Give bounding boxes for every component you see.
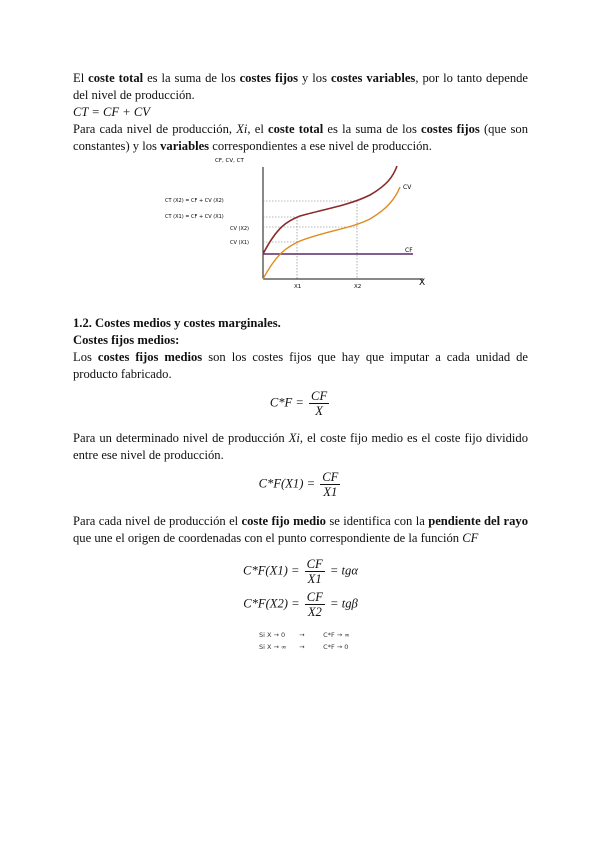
- math-var: Xi: [236, 122, 248, 136]
- numerator: CF: [306, 557, 323, 571]
- equation-cf-medio: [73, 389, 528, 418]
- denominator: X2: [307, 605, 322, 619]
- bold-text: costes fijos medios: [97, 350, 203, 364]
- equation-tg-beta: [73, 590, 528, 619]
- equation-tg-alpha: [73, 557, 528, 586]
- bold-text: costes fijos: [421, 122, 480, 136]
- numerator: CF: [311, 389, 328, 403]
- math-var: CF: [462, 531, 479, 545]
- limit-row: [259, 629, 528, 641]
- tick-x1: X1: [294, 284, 302, 290]
- paragraph-coste-total: [73, 70, 528, 104]
- paragraph-costes-fijos-medios: [73, 349, 528, 383]
- y-axis-label: CF, CV, CT: [215, 158, 244, 164]
- section-subheading: Costes fijos medios:: [73, 333, 180, 347]
- fraction: [320, 470, 340, 499]
- cost-graph: [165, 157, 435, 297]
- paragraph-pendiente: [73, 513, 528, 547]
- text: Los: [73, 350, 98, 364]
- tick-ct-x2: CT (X2) = CF + CV (X2): [165, 198, 224, 204]
- text: se identifica con la: [325, 514, 429, 528]
- numerator: CF: [322, 470, 339, 484]
- formula-ct: CT = CF + CV: [73, 105, 150, 119]
- text: son los costes fijos que hay que imputar a cada unidad de producto fabricado.: [73, 350, 528, 381]
- math-var: Xi: [288, 431, 300, 445]
- bold-text: pendiente del rayo: [428, 514, 529, 528]
- numerator: CF: [306, 590, 323, 604]
- limit-condition: Si X → ∞: [259, 643, 287, 651]
- text: Para cada nivel de producción el: [73, 514, 242, 528]
- text: que une el origen de coordenadas con el punto correspondiente de la función: [73, 531, 463, 545]
- text: es la suma de los: [143, 71, 240, 85]
- limits-block: [259, 629, 528, 653]
- eq-lhs: C*F(X2) =: [243, 596, 300, 611]
- eq-rhs: = tgα: [329, 563, 358, 578]
- bold-text: coste total: [88, 71, 144, 85]
- paragraph-nivel-produccion: [73, 121, 528, 155]
- text: El: [73, 71, 89, 85]
- tick-ct-x1: CT (X1) = CF + CV (X1): [165, 214, 224, 220]
- denominator: X1: [323, 485, 338, 499]
- equation-cf-medio-x1: [73, 470, 528, 499]
- fraction: [305, 590, 325, 619]
- limit-arrow: →: [299, 631, 305, 639]
- tick-cv-x2: CV (X2): [230, 226, 250, 232]
- limit-result: C*F → 0: [323, 643, 349, 651]
- text: , el coste fijo medio es el coste fijo dividido entre ese nivel de producción.: [73, 431, 529, 462]
- fraction: [309, 389, 329, 418]
- cost-graph-svg: [165, 157, 435, 297]
- limit-condition: Si X → 0: [259, 631, 286, 639]
- eq-lhs: C*F =: [269, 395, 304, 410]
- cv-curve: [263, 187, 400, 279]
- limit-arrow: →: [299, 643, 305, 651]
- tick-x2: X2: [354, 284, 362, 290]
- document-page: [73, 70, 528, 653]
- text: Para cada nivel de producción,: [73, 122, 237, 136]
- bold-text: coste fijo medio: [241, 514, 326, 528]
- text: correspondientes a ese nivel de producción.: [209, 139, 432, 153]
- paragraph-nivel-determinado: [73, 430, 528, 464]
- text: y los: [298, 71, 331, 85]
- text: (que son constantes) y los: [73, 122, 528, 153]
- limit-result: C*F → ∞: [323, 631, 350, 639]
- section-heading: 1.2. Costes medios y costes marginales.: [73, 316, 281, 330]
- x-axis-label: X: [419, 278, 426, 288]
- cv-label: CV: [403, 184, 412, 191]
- bold-text: costes variables: [330, 71, 416, 85]
- limit-row: [259, 641, 528, 653]
- text: es la suma de los: [323, 122, 422, 136]
- eq-lhs: C*F(X1) =: [258, 476, 316, 491]
- text: , por lo tanto depende del nivel de producción.: [73, 71, 529, 102]
- bold-text: coste total: [268, 122, 324, 136]
- text: Para un determinado nivel de producción: [73, 431, 289, 445]
- text: , el: [247, 122, 268, 136]
- bold-text: variables: [160, 139, 210, 153]
- fraction: [305, 557, 325, 586]
- denominator: X1: [307, 572, 322, 586]
- bold-text: costes fijos: [239, 71, 299, 85]
- denominator: X: [315, 404, 323, 418]
- tick-cv-x1: CV (X1): [230, 240, 250, 246]
- eq-rhs: = tgβ: [330, 596, 358, 611]
- ct-curve: [263, 166, 397, 254]
- cf-label: CF: [405, 247, 413, 254]
- eq-lhs: C*F(X1) =: [243, 563, 300, 578]
